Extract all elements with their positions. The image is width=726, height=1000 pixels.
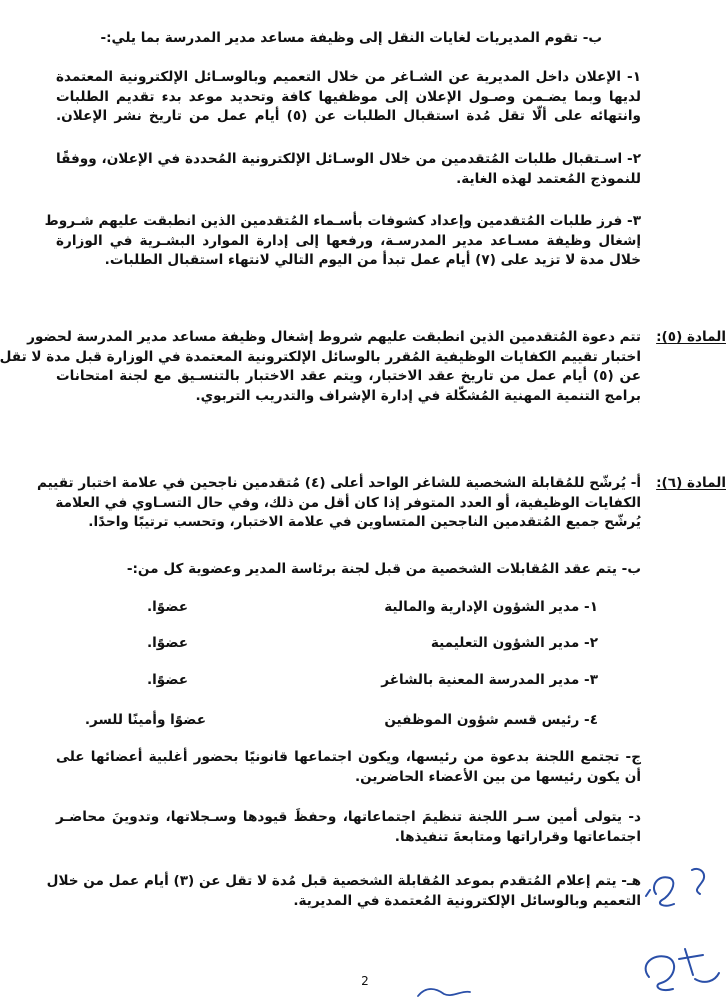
text-line: التعميم وبالوسائل الإلكترونية المُعتمدة في المديرية.	[293, 892, 641, 909]
text-line: أ- يُرشّح للمُقابلة الشخصية للشاغر الواحد أعلى (٤) مُتقدمين ناجحين في علامة اختبار تقييم	[36, 475, 641, 491]
member-role: عضوًا.	[146, 635, 188, 651]
section-b-item-3	[44, 212, 641, 271]
text-line: اجتماعاتها وقراراتها ومتابعةَ تنفيذها.	[394, 828, 641, 845]
article-6-label: المادة (٦):	[656, 475, 726, 491]
handwritten-initials-top	[644, 860, 719, 915]
article-6-e	[46, 872, 641, 911]
text-line: تتم دعوة المُتقدمين الذين انطبقت عليهم شروط إشغال وظيفة مساعد مدير المدرسة لحضور	[27, 329, 641, 345]
text-line: اختبار تقييم الكفايات الوظيفية المُقرر بالوسائل الإلكترونية المعتمدة في الوزارة قبل مدة لا تقل	[0, 348, 641, 365]
section-b-item-2	[56, 150, 641, 189]
article-5-label: المادة (٥):	[656, 329, 726, 345]
committee-members-list	[4, 598, 726, 738]
committee-member	[4, 634, 726, 656]
member-name: ١- مدير الشؤون الإدارية والمالية	[384, 599, 598, 615]
member-role: عضوًا.	[146, 599, 188, 615]
committee-member	[4, 711, 726, 733]
text-line: د- يتولى أمين سـر اللجنة تنظيمَ اجتماعاتها، وحفظَ قيودها وسـجلاتها، وتدوينَ محاضـر	[56, 809, 641, 825]
text-line: هـ- يتم إعلام المُتقدم بموعد المُقابلة الشخصية قبل مُدة لا تقل عن (٣) أيام عمل من خلال	[46, 873, 641, 889]
member-name: ٣- مدير المدرسة المعنية بالشاغر	[381, 672, 598, 688]
text-line: وانتهائه على ألّا تقل مُدة استقبال الطلبات عن (٥) أيام عمل من تاريخ نشر الإعلان.	[56, 108, 641, 124]
article-6-a	[36, 474, 726, 533]
text-line: عن (٥) أيام عمل من تاريخ عقد الاختبار، ويتم عقد الاختبار بالتنسـيق مع لجنة امتحانات	[56, 368, 641, 384]
committee-member	[4, 671, 726, 693]
text-line: الكفايات الوظيفية، أو العدد المتوفر إذا كان أقل من ذلك، وفي حال التسـاوي في العلامة	[55, 494, 641, 511]
member-name: ٢- مدير الشؤون التعليمية	[430, 635, 598, 651]
text-line: يُرشّح جميع المُتقدمين الناجحين المتساوين في علامة الاختبار، وتحسب ترتيبًا واحدًا.	[88, 514, 641, 530]
text-line: ١- الإعلان داخل المديرية عن الشـاغر من خلال التعميم وبالوسـائل الإلكترونية المعتمدة	[56, 69, 641, 85]
article-5	[0, 328, 726, 406]
member-name: ٤- رئيس قسم شؤون الموظفين	[384, 712, 598, 728]
article-6-d	[56, 808, 641, 847]
text-line: ٣- فرز طلبات المُتقدمين وإعداد كشوفات بأسـماء المُتقدمين الذين انطبقت عليهم شـروط	[44, 213, 641, 229]
text-line: برامج التنمية المهنية المُشكّلة في إدارة الإشراف والتدريب التربوي.	[195, 387, 641, 404]
text-line: ج- تجتمع اللجنة بدعوة من رئيسها، ويكون اجتماعها قانونيًا بحضور أغلبية أعضائها على	[56, 749, 641, 765]
text-line: إشغال وظيفة مسـاعد مدير المدرسـة، ورفعها إلى إدارة الموارد البشـرية في الوزارة	[56, 232, 641, 249]
page-number: 2	[361, 974, 369, 988]
member-role: عضوًا وأمينًا للسر.	[84, 712, 206, 728]
text-line: أن يكون رئيسها من بين الأعضاء الحاضرين.	[355, 768, 641, 785]
section-b-heading: ب- تقوم المديريات لغايات النقل إلى وظيفة مساعد مدير المدرسة بما يلي:-	[100, 30, 602, 46]
member-role: عضوًا.	[146, 672, 188, 688]
text-line: لديها وبما يضـمن وصـول الإعلان إلى موظفيها كافة وتحديد موعد بدء تقديم الطلبات	[56, 88, 641, 105]
committee-member	[4, 598, 726, 620]
article-6-b-heading: ب- يتم عقد المُقابلات الشخصية من قبل لجنة برئاسة المدير وعضوية كل من:-	[126, 561, 641, 577]
text-line: للنموذج المُعتمد لهذه الغاية.	[456, 170, 641, 187]
article-6-c	[56, 748, 641, 787]
text-line: خلال مدة لا تزيد على (٧) أيام عمل تبدأ من اليوم التالي لانتهاء استقبال الطلبات.	[104, 252, 641, 268]
text-line: ٢- اسـتقبال طلبات المُتقدمين من خلال الوسـائل الإلكترونية المُحددة في الإعلان، ووفقًا	[56, 151, 641, 167]
section-b-item-1	[56, 68, 641, 127]
